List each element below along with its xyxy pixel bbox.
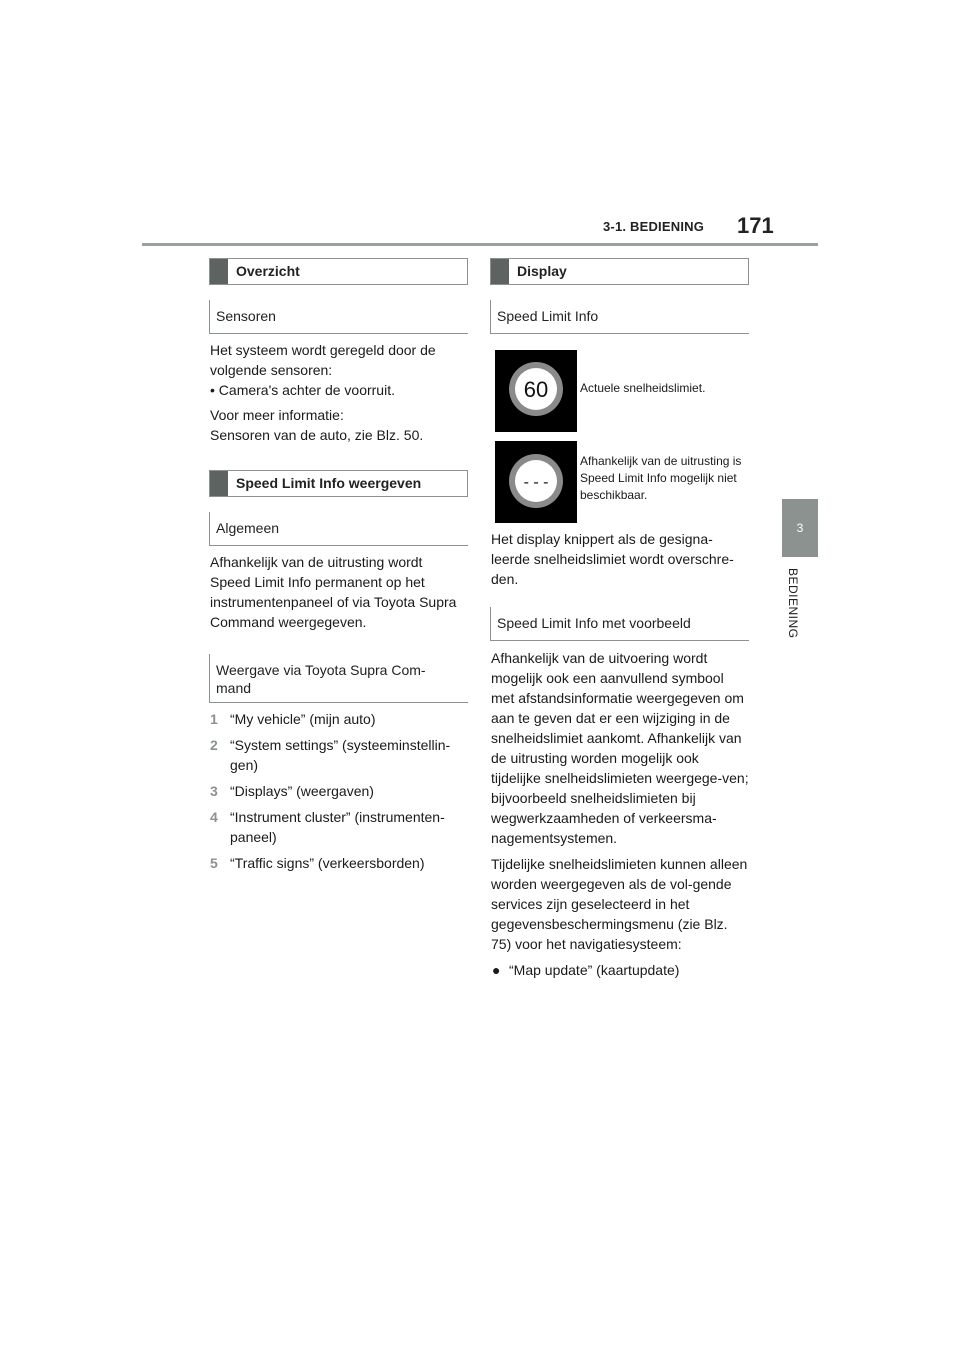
bullet-dot-icon: ●	[492, 962, 501, 978]
subheading-speed-limit-info-text: Speed Limit Info	[497, 308, 599, 324]
chapter-tab: 3	[782, 499, 818, 557]
subheading-weergave-via	[209, 654, 468, 703]
overzicht-bullet: • Camera's achter de voorruit.	[210, 382, 395, 398]
step-number: 3	[210, 783, 218, 799]
step-text: “System settings” (systeeminstellin-gen)	[230, 737, 451, 773]
sign2-caption: Afhankelijk van de uitrusting is Speed Limit Info mogelijk niet beschikbaar.	[580, 454, 742, 502]
subheading-algemeen	[209, 512, 468, 546]
subheading-algemeen-text: Algemeen	[216, 520, 280, 536]
steps-list	[210, 709, 468, 873]
section-title: 3-1. BEDIENING	[603, 219, 705, 234]
subheading-line-1: Weergave via Toyota Supra Com-	[216, 662, 426, 678]
speed-sign-dashes: - - -	[523, 474, 549, 491]
step-number: 5	[210, 855, 218, 871]
subheading-sensoren	[209, 300, 468, 334]
subheading-met-voorbeeld-text: Speed Limit Info met voorbeeld	[497, 615, 691, 631]
step-text: “My vehicle” (mijn auto)	[230, 711, 376, 727]
algemeen-body	[210, 552, 460, 632]
map-update-text: “Map update” (kaartupdate)	[509, 962, 680, 978]
step-number: 2	[210, 737, 218, 753]
step-item	[210, 853, 468, 873]
step-text: “Traffic signs” (verkeersborden)	[230, 855, 425, 871]
heading-display	[490, 258, 749, 285]
heading-bar	[210, 471, 228, 496]
subheading-met-voorbeeld	[490, 607, 749, 641]
display-paragraph: Het display knippert als de gesigna-leerde snelheidslimiet wordt overschre-den.	[491, 531, 734, 587]
voorbeeld-paragraph-1: Afhankelijk van de uitvoering wordt mogelijk ook een aanvullend symbool met afstandsinformatie weergegeven om aan te geven dat er een wijziging in de snelheidslimiet aankomt. Afhankelijk van de uitrusting worden mogelijk ook tijdelijke snelheidslimieten weergege-ven; bijvoorbeeld snelheidslimieten bij wegwerkzaamheden of verkeersma-nagementsystemen.	[491, 650, 749, 846]
display-body	[491, 529, 749, 589]
speed-sign-unavailable-icon	[495, 441, 577, 523]
step-number: 4	[210, 809, 218, 825]
heading-overzicht-text: Overzicht	[236, 263, 300, 279]
speed-sign-icon	[495, 350, 577, 432]
sign1-caption: Actuele snelheidslimiet.	[580, 381, 706, 395]
overzicht-body	[210, 340, 468, 445]
voorbeeld-body	[491, 648, 749, 980]
map-update-bullet	[491, 960, 749, 980]
heading-overzicht	[209, 258, 468, 285]
speed-limit-sign-60	[495, 350, 577, 432]
step-text: “Displays” (weergaven)	[230, 783, 374, 799]
heading-weergeven-text: Speed Limit Info weergeven	[236, 475, 422, 491]
step-item	[210, 807, 468, 847]
subheading-weergave-via-text	[216, 661, 426, 697]
chapter-label: BEDIENING	[786, 568, 800, 639]
step-item	[210, 709, 468, 729]
step-item	[210, 781, 468, 801]
overzicht-info-1: Voor meer informatie:	[210, 407, 344, 423]
page-number: 171	[737, 213, 774, 238]
subheading-line-2: mand	[216, 680, 252, 696]
step-number: 1	[210, 711, 218, 727]
speed-limit-sign-unavailable	[495, 441, 577, 523]
voorbeeld-paragraph-2: Tijdelijke snelheidslimieten kunnen alleen worden weergegeven als de vol-gende services zijn geselecteerd in het gegevensbeschermingsmenu (zie Blz. 75) voor het navigatiesysteem:	[491, 856, 748, 952]
subheading-sensoren-text: Sensoren	[216, 308, 276, 324]
overzicht-info-2: Sensoren van de auto, zie Blz. 50.	[210, 427, 424, 443]
step-item	[210, 735, 468, 775]
heading-display-text: Display	[517, 263, 567, 279]
heading-bar	[491, 259, 509, 284]
subheading-speed-limit-info	[490, 300, 749, 334]
overzicht-paragraph: Het systeem wordt geregeld door de volgende sensoren:	[210, 342, 436, 378]
heading-bar	[210, 259, 228, 284]
heading-weergeven	[209, 470, 468, 497]
algemeen-paragraph: Afhankelijk van de uitrusting wordt Speed Limit Info permanent op het instrumentenpaneel of via Toyota Supra Command weergegeven.	[210, 554, 457, 630]
header-divider	[142, 243, 818, 246]
step-text: “Instrument cluster” (instrumenten-paneel)	[230, 809, 445, 845]
speed-sign-value: 60	[523, 377, 549, 402]
